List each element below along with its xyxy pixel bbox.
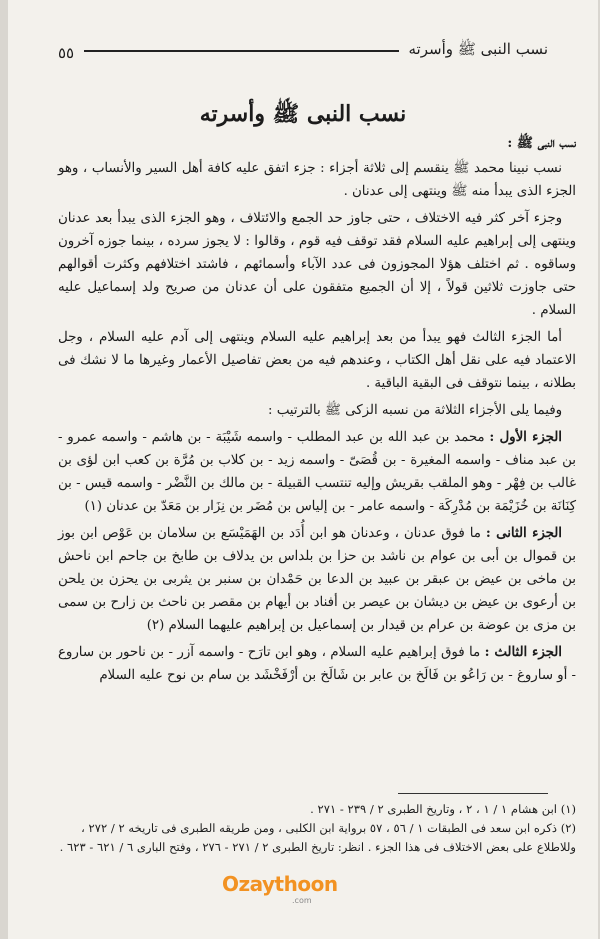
part-label: الجزء الأول : (489, 430, 562, 445)
watermark-logo (222, 872, 342, 912)
lineage-part (58, 426, 576, 518)
running-header (58, 22, 548, 62)
paragraph: وجزء آخر كثر فيه الاختلاف ، حتى جاوز حد الجمع والائتلاف ، وهو الجزء الذى يبدأ بعد عدنان وينتهى إلى إبراهيم عليه السلام فقد توقف فيه قوم ، وقالوا : لا يجوز سرده ، بينما جوزه آخرون وساقوه . ثم اختلف هؤلا المجوزون فى عدد الآباء وأسمائهم ، فاشتد اختلافهم وكثرت أقوالهم حتى جاوزت ثلاثين قولاً ، إلا أن الجميع متفقون على أن عدنان من صريح ولد إسماعيل عليه السلام . (58, 211, 576, 318)
watermark-domain: .com (292, 896, 312, 905)
footnote-rule (398, 793, 548, 794)
paragraph: نسب نبينا محمد ﷺ ينقسم إلى ثلاثة أجزاء : جزء اتفق عليه كافة أهل السير والأنساب ، وهو الجزء الذى يبدأ منه ﷺ وينتهى إلى عدنان . (58, 161, 576, 199)
part-label: الجزء الثانى : (485, 526, 562, 541)
part-label: الجزء الثالث : (484, 645, 562, 660)
footnote: (١) ابن هشام ١ / ١ ، ٢ ، وتاريخ الطبرى ٢ / ٢٣٩ - ٢٧١ . (310, 802, 576, 816)
lineage-part (58, 641, 576, 687)
part-text: محمد بن عبد الله بن عبد المطلب - واسمه شَيْبَة - بن هاشم - واسمه عمرو - بن عبد مناف - واسمه المغيرة - بن قُصَىّ - واسمه زيد - بن كلاب بن مُرَّة بن كعب ابن لؤى بن غالب بن فِهْر - وهو الملقب بقريش وإليه تنتسب القبيلة - بن مالك بن النَّضْر - واسمه قيس - بن كِنَانَة بن خُزَيْمَة بن مُدْرِكَة - واسمه عامر - بن إلياس بن مُضَر بن نِزَار بن مَعَدّ بن عدنان (١) (58, 430, 576, 514)
section-heading: نسب النبى ﷺ : (507, 136, 576, 151)
footnotes (58, 800, 576, 857)
part-text: ما فوق إبراهيم عليه السلام ، وهو ابن تارَح - واسمه آزر - بن ناحور بن ساروع - أو ساروغ - بن رَاعُو بن فَالَخ بن عابر بن شَالَخ بن أرْفَخْشَد بن سام بن نوح عليه السلام (58, 645, 576, 683)
chapter-title: نسب النبى ﷺ وأسرته (199, 101, 407, 127)
page-number: ٥٥ (58, 44, 75, 62)
watermark-brand: Ozaythoon (222, 872, 338, 896)
paragraph: أما الجزء الثالث فهو يبدأ من بعد إبراهيم عليه السلام وينتهى إلى آدم عليه السلام ، وجل الاعتماد فيه على نقل أهل الكتاب ، وعندهم فيه من بعض تفاصيل الأعمار وغيرها ما لا نشك فى بطلانه ، بينما نتوقف فى البقية الباقية . (58, 330, 576, 391)
body-text (58, 132, 576, 691)
lineage-part (58, 522, 576, 637)
paragraph: وفيما يلى الأجزاء الثلاثة من نسبه الزكى ﷺ بالترتيب : (268, 403, 562, 418)
header-rule (84, 50, 398, 52)
footnote: (٢) ذكره ابن سعد فى الطبقات ١ / ٥٦ ، ٥٧ برواية ابن الكلبى ، ومن طريقه الطبرى فى تاريخه ٢ / ٢٧٢ ، وللاطلاع على بعض الاختلاف فى هذا الجزء . انظر: تاريخ الطبرى ٢ / ٢٧١ - ٢٧٦ ، وفتح البارى ٦ / ٦٢١ - ٦٢٣ . (59, 821, 576, 854)
part-text: ما فوق عدنان ، وعدنان هو ابن أُدَد بن الهَمَيْسَع بن سلامان بن عَوْص ابن بوز بن قموال بن أبى بن عوام بن ناشد بن حزا بن بلداس بن يدلاف بن طابخ بن جاحم ابن ناحش بن ماخى بن عيض بن عبقر بن عبيد بن الدعا بن حَمْدان بن سنبر بن يثربى بن يحزن بن يلحن بن أرعوى بن عيض بن ديشان بن عيصر بن أفناد بن أيهام بن مقصر بن ناحث بن زارح بن سمى بن مزى بن عوضة بن عرام بن قيدار بن إسماعيل بن إبراهيم عليهما السلام (٢) (58, 526, 576, 633)
book-page (8, 0, 598, 939)
running-title: نسب النبى ﷺ وأسرته (408, 40, 548, 58)
